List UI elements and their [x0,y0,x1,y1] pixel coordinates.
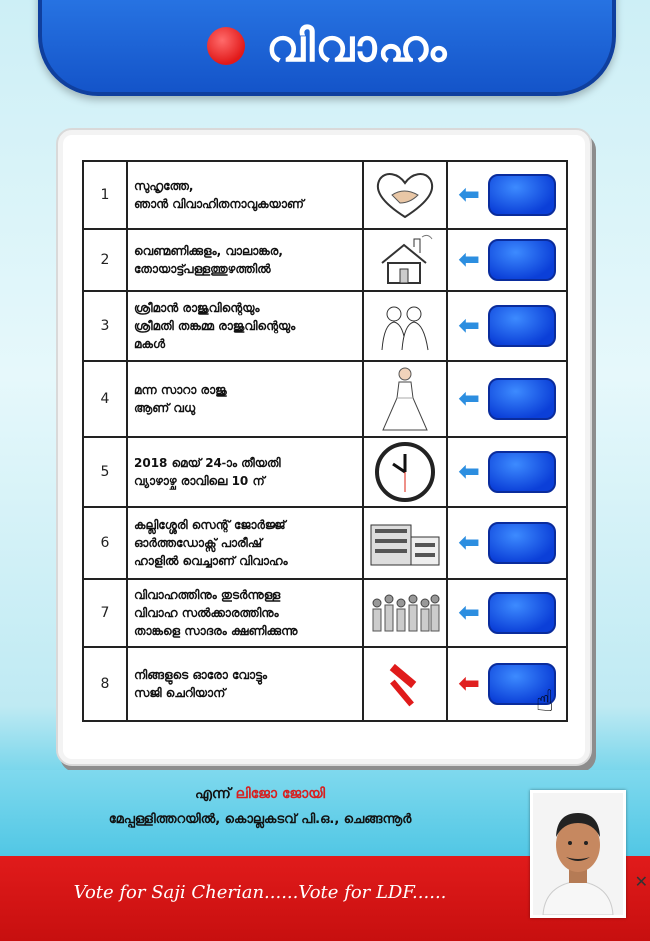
vote-button[interactable] [488,451,556,493]
vote-cell [447,579,567,647]
pointing-hand-icon: ☝ [535,684,554,719]
left-arrow-icon: ⬅ [458,457,480,487]
ballot-number: 7 [83,579,127,647]
ballot-number: 2 [83,229,127,291]
vote-button[interactable] [488,378,556,420]
ballot-text-line: നിങ്ങളുടെ ഓരോ വോട്ടും [134,668,268,682]
ballot-text-line: മകൾ [134,337,166,351]
ballot-text [127,291,363,361]
ballot-row [83,579,567,647]
left-arrow-icon: ⬅ [458,528,480,558]
ballot-text-line: ശ്രീമതി തങ്കമ്മ രാജുവിന്റെയും [134,319,296,333]
ballot-row [83,507,567,579]
vote-button[interactable] [488,305,556,347]
ballot-text [127,161,363,229]
ballot-table [82,160,568,722]
ballot-text [127,507,363,579]
vote-cell [447,437,567,507]
ballot-number: 5 [83,437,127,507]
ballot-text-line: സജി ചെറിയാന് [134,686,226,700]
ballot-text-line: കല്ലിശ്ശേരി സെന്റ് ജോർജ്ജ് [134,518,286,532]
building-icon [363,507,447,579]
ballot-row [83,647,567,721]
ballot-text-line: വെണ്മണിക്കുളം, വാലാങ്കര, [134,244,283,258]
left-arrow-icon: ⬅ [458,384,480,414]
title-banner [38,0,616,96]
ballot-text-line: ഞാൻ വിവാഹിതനാവുകയാണ് [134,197,304,211]
left-arrow-icon: ⬅ [458,669,480,699]
ballot-text-line: മന്ന സാറാ രാജു [134,383,227,397]
slogan: Vote for Saji Cherian......Vote for LDF...... [73,882,447,903]
red-dot-icon [207,27,245,65]
bride-icon [363,361,447,437]
heart-hands-icon [363,161,447,229]
vote-cell [447,291,567,361]
ballot-row [83,229,567,291]
vote-cell [447,361,567,437]
ballot-number: 3 [83,291,127,361]
by-name: ലിജോ ജോയി [235,786,325,802]
couple-icon [363,291,447,361]
house-icon [363,229,447,291]
crowd-icon [363,579,447,647]
vote-button[interactable] [488,174,556,216]
ballot-text-line: ഓർത്തഡോക്സ് പാരീഷ് [134,536,262,550]
ballot-text-line: വിവാഹ സൽക്കാരത്തിനും [134,606,279,620]
ballot-number: 6 [83,507,127,579]
ballot-text-line: ശ്രീമാൻ രാജുവിന്റെയും [134,301,260,315]
ballot-number: 4 [83,361,127,437]
ballot-text [127,579,363,647]
left-arrow-icon: ⬅ [458,598,480,628]
vote-cell [447,229,567,291]
ballot-text-line: സുഹൃത്തേ, [134,179,194,193]
ballot-row [83,161,567,229]
left-arrow-icon: ⬅ [458,311,480,341]
ballot-text [127,361,363,437]
clock-icon [363,437,447,507]
ballot-text-line: വിവാഹത്തിനും തുടർന്നുള്ള [134,588,281,602]
vote-button[interactable] [488,522,556,564]
hammer-sickle-icon [363,647,447,721]
ballot-text-line: 2018 മെയ് 24-ാം തീയതി [134,456,281,470]
left-arrow-icon: ⬅ [458,245,480,275]
by-line [0,786,520,802]
vote-button[interactable] [488,592,556,634]
ballot-text [127,229,363,291]
left-arrow-icon: ⬅ [458,180,480,210]
ballot-row [83,437,567,507]
vote-cell [447,507,567,579]
ballot-text-line: താങ്കളെ സാദരം ക്ഷണിക്കുന്നു [134,624,298,638]
ballot-row [83,361,567,437]
page-title: വിവാഹം [266,20,448,72]
vote-cell [447,647,567,721]
candidate-photo [530,790,626,918]
by-prefix: എന്ന് [194,786,231,802]
ballot-text-line: വ്യാഴാഴ്ച രാവിലെ 10 ന് [134,474,265,488]
ballot-text-line: തോയാട്ട്പള്ളത്തുഴത്തിൽ [134,262,271,276]
vote-cell [447,161,567,229]
ballot-text-line: ഹാളിൽ വെച്ചാണ് വിവാഹം [134,554,288,568]
ballot-text-line: ആണ് വധു [134,401,196,415]
ballot-text [127,647,363,721]
ballot-number: 8 [83,647,127,721]
ballot-text [127,437,363,507]
address: മേപ്പള്ളിത്തറയിൽ, കൊല്ലകടവ് പി.ഒ., ചെങ്ങന്നൂർ [108,812,412,827]
ballot-number: 1 [83,161,127,229]
ballot-row [83,291,567,361]
close-icon[interactable]: ✕ [634,872,648,891]
vote-button[interactable] [488,239,556,281]
